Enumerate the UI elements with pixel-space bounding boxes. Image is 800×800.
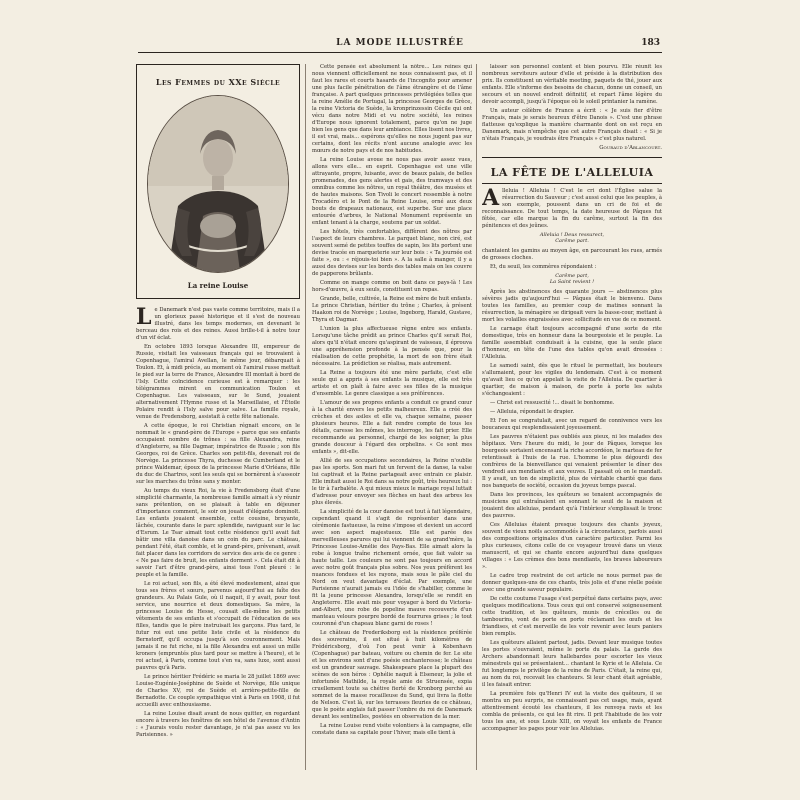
column-1: [136, 64, 300, 772]
article-paragraph: Les hôtels, très confortables, diffèrent des nôtres par l'aspect de leurs chambres. Le parquet blanc, non ciré, est souvent semé de petites touffes de sapin, les lits portent une devise tracée en marqueterie sur leur bois : « Ta journée est faite », ou : « réjouis-toi bien ». A la salle à manger, il y a aussi des devises sur les bords des tables mais on les couvre de papperons brûlants.: [312, 229, 472, 277]
article-paragraph: Le carnage était toujours accompagné d'une sorte de rite domestique, très en honneur dans la bourgeoisie et le peuple. La famille assemblait conduisait à la cuisine, que la seule place d'honneur, en tête de l'une des tables qu'on avait dressées : l'Alleluia.: [482, 326, 662, 360]
portrait-frame: [147, 95, 289, 273]
verse-quote: Carême part, La Saint revient !: [549, 273, 595, 285]
verse-quote: Alleluia ! Deus ressurect, Carême part.: [539, 232, 605, 244]
article-paragraph: Après les abstinences des quarante jours — abstinences plus sévères jadis qu'aujourd'hui — Pâques était le bienvenu. Dans toutes les familles, au premier coup de matines sonnant la résurrection, la ménagère se dirigeait vers la basse-cour, mettant à mort les volailles engraissées avec sollicitude en vue de ce moment.: [482, 289, 662, 323]
article-paragraph: De cette coutume l'usage s'est perpétué dans certains pays, avec quelques modifications. Tous ceux qui ont conservé soigneusement cette tradition, et les quêteurs, munis de crécelles ou de tambourins, vont de porte en porte réclamant les œufs et les friandises, et c'est merveille de les voir revenir avec leurs paniers bien remplis.: [482, 596, 662, 637]
article-paragraph: La première fois qu'Henri IV eut la visite des quêteurs, il se montra un peu surpris, ne connaissant pas cet usage, mais, ayant attentivement écouté les chanteurs, il les renvoya ravis et les combla de présents, ce qui les fit rire. Il prit l'habitude de les voir tous les ans, et sous Louis XIII, on voyait les enfants de France accompagner les pages pour voir les Alleluias.: [482, 691, 662, 732]
article-rule: [482, 157, 662, 158]
running-header: [140, 38, 660, 50]
article-paragraph: — Christ est ressuscité !... disait le bonhomme.: [490, 400, 615, 406]
series-title: Les Femmes du XXe Siècle: [155, 77, 281, 87]
article-paragraph: En octobre 1893 lorsque Alexandre III, empereur de Russie, visitait les vaisseaux français qui se trouvaient à Copenhague, l'amiral Avellan, le même jour, débarquait à Toulon. Et, à midi précis, au moment où l'amiral russe mettait le pied sur la terre de France, Alexandre III montait à bord de l'Isly. Cette coïncidence curieuse est à remarquer : les télégrammes mirent en communication Toulon et Copenhague. Les vaisseaux, sur le Sund, jouaient alternativement l'Hymne russe et la Marseillaise, et l'Étoile Polaire rendit à l'Isly salve pour salve. La famille royale, venue de Fredensborg, assistait à cette fête nationale.: [136, 344, 300, 420]
article-paragraph: Cette pensée est absolument la nôtre... Les reines qui nous viennent officiellement ne nous connaissent pas, et il faut les rares et courts hasards de l'incognito pour amener une plus facile pénétration de l'âme étrangère et de l'âme française. A part quelques princesses privilégiées telles que la reine Amélie de Portugal, la princesse Georges de Grèce, la reine Victoria de Suède, la kronprinzessin Cécile qui ont vécu dans notre Midi et vu notre société, les reines d'Europe nous ignorent totalement, parce qu'on ne juge bien les gens que dans leur ambiance. Elles lisent nos livres, il est vrai, mais... espérons qu'elles ne nous jugent pas sur certains, dont les récits n'ont aucune analogie avec les mœurs de notre pays et de nos habitudes.: [312, 64, 472, 154]
article-paragraph: Le Danemark n'est pas vaste comme territoire, mais il a un glorieux passé historique et il s'est de nouveau illustré, dans les temps modernes, en devenant le berceau des rois et des reines. Aussi brille-t-il à notre tour d'un vif éclat.: [136, 304, 300, 341]
article-paragraph: L'union la plus affectueuse règne entre ses enfants. Lorsqu'une tâche prédit au prince Charles qu'il serait Roi, alors qu'il n'était encore qu'aspirant de vaisseau, il éprouva une appréhension profonde à la pensée que, pour la réalisation de cette prophétie, la mort de son frère était nécessaire. La prédiction se réalisa, mais autrement.: [312, 326, 472, 367]
column-separator: [476, 64, 477, 770]
article-paragraph: Le samedi saint, dès que le rituel le permettait, les bouteurs s'allumaient, pour les vigiles du lendemain. C'est à ce moment qu'avait lieu ce qu'on appelait la visite de l'Alleluia. De quartier à quartier, de maison à maison, de porte à porte les saluts s'échangeaient :: [482, 363, 662, 397]
article-paragraph: Grande, belle, cultivée, la Reine est mère de huit enfants. Le prince Christian, héritier du trône ; Charles, à présent Haakon roi de Norvège ; Louise, Ingeborg, Harald, Gustave, Thyra et Dagmar.: [312, 296, 472, 323]
header-rule: [138, 52, 662, 53]
article-paragraph: L'amour de ses propres enfants a conduit ce grand cœur à la charité envers les petits malheureux. Elle a créé des crèches et des asiles et elle va, chaque semaine, passer plusieurs heures. Elle a fait rendre compte de tous les détails, caresse les mômes, les interroge, les fait prier. Elle recommande au personnel, chargé de les soigner, la plus grande douceur à l'égard des orphelins. « Ce sont mes enfants », dit-elle.: [312, 400, 472, 455]
article-paragraph: Un auteur célèbre de France a écrit : « Je suis fier d'être Français, mais je serais heureux d'être Danois ». C'est une phrase flatteuse qu'explique la manière charmante dont on est reçu en Danemark, mais n'empêche que cet autre Français disait : « Si je n'étais Français, je voudrais être Français » c'est plus naturel.: [482, 108, 662, 142]
article-paragraph: Alleluia ! Alleluia ! C'est le cri dont l'Église salue la résurrection du Sauveur ; c'est aussi celui que les peuples, à son exemple, poussent dans un cri de foi et de reconnaissance. De tout temps, la date heureuse de Pâques fut fêtée, car elle marque la fin du carême, surtout la fin des pénitences et des jeûnes.: [482, 185, 662, 229]
article-paragraph: Et l'on se congratulait, avec un regard de connivence vers les boucaneux qui resplendissaient joyeusement.: [482, 418, 662, 431]
portrait-caption: La reine Louise: [187, 281, 249, 290]
article-paragraph: La simplicité de la cour danoise est tout à fait légendaire, cependant quand il s'agit de représenter dans une cérémonie fastueuse, la reine s'impose et devient un accord avec son aspect majestueux. Elle est parée des merveilleuses parures qui lui viennent de sa grand'mère, la Princesse Louise-Amélie des Pays-Bas. Elle aimait alors la robe à longue traîne richement ornée, que fait valoir sa haute taille. Les couleurs ne sont pas toujours en accord avec notre goût français plus sobre. Nos yeux préfèrent les nuances fondues et les rayons, mais sous le pâle ciel du Nord on veut davantage d'éclat. Par exemple, une Parisienne n'aurait jamais eu l'idée de s'habiller, comme le fit la jeune princesse Alexandra, lorsqu'elle se rendit en Angleterre. Elle avait mis pour voyager à bord du Victoria-and-Albert, une robe de popeline mauve recouverte d'un manteau velours pourpre bordé de fourrures grises ; le tout couronné d'un chapeau blanc garni de roses !: [312, 509, 472, 627]
column-2: [312, 64, 472, 772]
column-separator: [305, 64, 306, 770]
column-3: [482, 64, 662, 772]
article-paragraph: La reine Louise rend visite volontiers à la campagne, elle constate dans sa capitale pour l'hiver, mais elle tient à: [312, 723, 472, 736]
article-title: LA FÊTE DE L'ALLELUIA: [490, 166, 654, 179]
article-paragraph: laisser son personnel content et bien pourvu. Elle réunit les nombreux serviteurs autour d'elle et préside à la distribution des prix. Ils constituent un véritable meeting, paquets de thé, jouer aux enfants. Elle s'informe des besoins de chacun, donne un conseil, un secours et un nouvel endroit définitif, et repart l'âme légère du devoir accompli, jusqu'à l'époque où le soleil printanier la ramène.: [482, 64, 662, 105]
magazine-title: LA MODE ILLUSTRÉE: [336, 38, 464, 48]
article-paragraph: Allié de ses occupations secondaires, la Reine n'oublie pas les sports. Son mari fut un fervent de la danse, la valse lui captivait et la Reine partageait avec entrain ce plaisir. Elle imitait aussi le Roi dans sa notre goût, très heureux lui : le tir à l'arbalète. A qui mieux mieux le mariage royal luttait d'adresse pour envoyer ses flèches en haut des arbres les plus élevés.: [312, 458, 472, 506]
article-paragraph: La reine Louise disait avant de nous quitter, en regardant encore à travers les fenêtres de son hôtel de l'avenue d'Antin : « J'aurais voulu rester davantage, je n'ai pas assez vu les Parisiennes. »: [136, 711, 300, 738]
article-paragraph: Le roi actuel, son fils, a été élevé modestement, ainsi que tous ses frères et sœurs, parvenus aujourd'hui au faîte des grandeurs. Au Palais Gule, où il naquit, il y avait, pour tout service, une nourrice et deux domestiques. Sa mère, la princesse Louise de Hesse, cousait elle-même les petits vêtements de ses enfants et s'occupait de l'éducation de ses filles, tandis que le père instruisait les garçons. Plus tard, le futur roi eut une petite liste civile et la résidence du Bernstorff, qu'il occupa jusqu'à son couronnement. Mais jamais il ne fut riche, ni la fille Alexandra eut aussi un mille kroners (empruntés plus tard pour se mettre à l'heure), et le roi actuel, à Paris, comme tout s'en va, sans luxe, sont aussi pauvres qu'à Paris.: [136, 581, 300, 671]
article-paragraph: Dans les provinces, les quêteurs se tenaient accompagnés de musiciens qui entraînaient en sonnant le seuil de la maison et jouaient des alleluias, pendant qu'à l'intérieur s'emplissait le tronc des pauvres.: [482, 492, 662, 519]
article-paragraph: Les quêteurs allaient partout, jadis. Devant leur musique toutes les portes s'ouvraient, même le porte du palais. La garde des Archers abandonnait leurs hallebardes pour escorter les vieux ménestrels qui se présentaient... chantant le Kyrie et le Alleluia. Ce fut longtemps le privilège de la reine de Paris. C'était, la reine qui, au nom du roi, recevait les chanteurs. Si leur chant était agréable, il les faisait entrer.: [482, 640, 662, 688]
article-paragraph: Les pauvres n'étaient pas oubliés aux pieux, ni les malades des hôpitaux. Vers l'heure du midi, le jour de Pâques, lorsque les bourgeois sortaient encensant la riche accordéon, le marteau de fer retentissait à l'huis de la rue. L'homme le plus dégourdi des confrères de la bienveillance qui venaient présenter le dîner des vendredi aux mendiants et aux veuves. Il passait où on le mandait. Il y avait, un ton de simplicité, plus de véritable charité que dans nos banquets de société, occasion du joyeux temps pascal.: [482, 434, 662, 489]
article-paragraph: Le cadre trop restreint de cet article ne nous permet pas de donner quelques-uns de ces chants, très jolis et d'une réelle poésie avec une grande saveur populaire.: [482, 573, 662, 593]
drop-cap: L: [136, 304, 152, 330]
article-paragraph: A cette époque, le roi Christian régnait encore, on le nommait le « grand-père de l'Europe » parce que ses enfants occupaient nombre de trônes : sa fille Alexandra, reine d'Angleterre, sa fille Dagmar, impératrice de Russie ; son fils Georges, roi de Grèce. Charles son petit-fils, devenait roi de Norvège. La princesse Thyra, duchesse de Cumberland et le prince Waldemar, époux de la princesse Marie d'Orléans, fille du duc de Chartres, sont les seuls qui se bornèrent à s'asseoir sur les marches du trône sans y monter.: [136, 423, 300, 485]
portrait-box: [136, 64, 300, 299]
article-paragraph: Et, du seuil, les commères répondaient :: [490, 264, 597, 270]
article-paragraph: Le château de Frederiksborg est la résidence préférée des souverains, il est situé à huit kilomètres de Frédéricsborg, d'où l'on peut venir à Kobenhavn (Copenhague) par bateau, voiture ou chemin de fer. Le site et les environs sont d'une poésie enchanteresse; le château est un grandeur sauvage. Shakespeare place la plupart des scènes de son héros : Ophélie naquit à Elseneur, la jolie et infortunée Mathilde, la royale amie de Struensée, expia cruellement toute sa chétive fierté de Kronborg perché au sommet de la masse rocailleuse du Sund, qui livra la flotte de Nelson. C'est là, sur les terrasses fleuries de ce château, que le poète anglais fait passer l'ombre du roi de Danemark devant les sentinelles, postées en observation de la mer.: [312, 630, 472, 720]
drop-cap: A: [482, 185, 500, 211]
article-paragraph: Au temps du vieux Roi, la vie à Fredensborg était d'une simplicité charmante, la nombreuse famille aimait à s'y réunir sans prétention, on se plaisait à table en déjeuner d'importance comment, le soir on jouait d'élégants dominolt. Les enfants jouaient ensemble, cette cousine, bruyante, lâchée, courante dans le parc splendide, naviguant sur le lac d'Esrum. Le Tsar aimait tout cette résidence qu'il avait fait bâtir une villa danoise dans un coin du parc. Le château, pendant l'été, était comble, et le grand-père, prévenant, avait fait placer dans les corridors de service des avis de ce genre : « Ne pas faire de bruit, les enfants dorment ». Cela était dit à savoir l'art d'être grand-père, ainsi tous l'ont pleuré : le peuple et la famille.: [136, 488, 300, 578]
article-paragraph: — Alleluia, répondait le drapier.: [490, 409, 575, 415]
article-paragraph: La reine Louise avoue ne nous pas avoir assez vues, allons vers elle... en esprit. Copenhague est une ville attrayante, propre, luisante, avec de beaux palais, de belles promenades, des gens alertes et gais, des tramways et des omnibus comme les nôtres, un royal théâtre, des musées et de hautes maisons. Son Tivoli le concert ressemble à notre Trocadéro et le Pont de la Reine Louise, orné aux deux bouts de drapeaux nationaux, est superbe. Sur une place entourée d'arbres, le National Monument représente un enfant tenant à la charge, soutenu par un soldat.: [312, 157, 472, 226]
article-paragraph: Le prince héritier Frédéric se maria le 28 juillet 1869 avec Louise-Eugénie-Joséphine de Suède et Norvège, fille unique de Charles XV, roi de Suède et arrière-petite-fille de Bernadotte. Ce couple sympathique vint à Paris en 1908, il fut accueilli avec enthousiasme.: [136, 674, 300, 708]
article-rule: [482, 183, 662, 184]
article-paragraph: Ces Alleluias étaient presque toujours des chants joyeux, souvent de vieux noëls accommodés à la circonstance, parfois aussi des compositions originales d'un caractère particulier. Parmi les plus curieuses, citons celle de ce voyageur trouvé dans un vieux manuscrit, et qui se chante encore aujourd'hui dans quelques villages : « Les crèmes des bons mendiants, les braves laboureurs ».: [482, 522, 662, 570]
queen-portrait: [148, 96, 288, 272]
article-paragraph: Comme on mange comme on boit dans ce pays-là ! Les hors-d'œuvre, à eux seuls, constituent un repas.: [312, 280, 472, 293]
article-paragraph: La Reine a toujours été une mère parfaite, c'est elle seule qui a appris à ses enfants la musique, elle est très artiste et on plaît à faire avec ses filles de la musique d'ensemble. Le genre classique a ses préférences.: [312, 370, 472, 397]
page-number: 183: [641, 38, 660, 48]
article-paragraph: chantaient les gamins au moyen âge, en parcourant les rues, armés de grosses cloches.: [482, 248, 662, 261]
author-signature: Gouraud d'Ablancourt.: [599, 145, 662, 151]
